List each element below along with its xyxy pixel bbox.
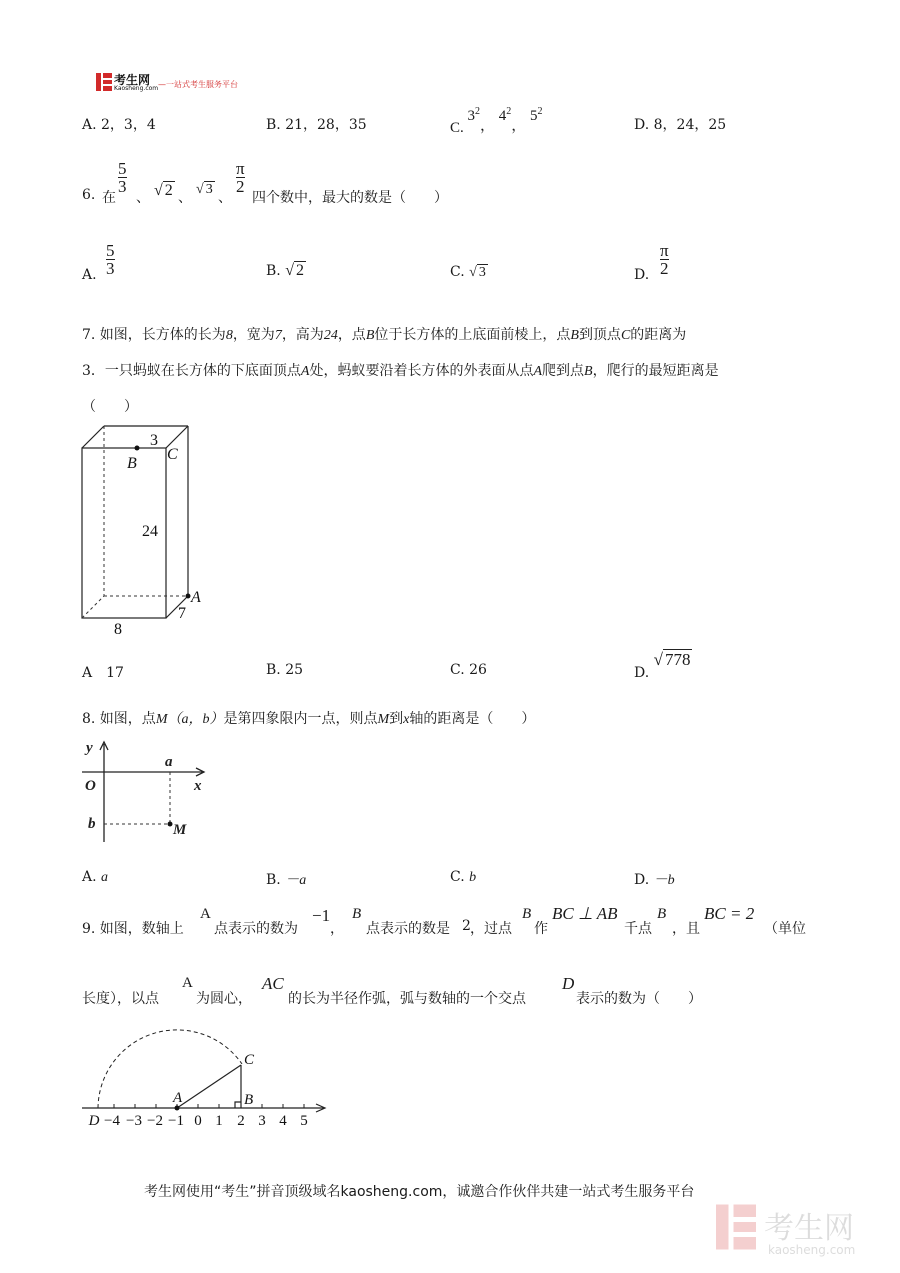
- q7-answer-paren: （ ）: [82, 399, 138, 415]
- logo-slogan: —一站式考生服务平台: [158, 80, 238, 89]
- label-a: a: [165, 754, 173, 770]
- label-A: A: [191, 589, 201, 606]
- q8-option-a[interactable]: A. a: [82, 869, 109, 885]
- tick-neg2: −2: [147, 1113, 163, 1129]
- q7-option-c[interactable]: C. 26: [450, 662, 487, 678]
- q7-option-a[interactable]: A 17: [82, 665, 124, 681]
- q9-number-line-figure: [78, 1024, 334, 1134]
- label-3: 3: [150, 432, 158, 449]
- tick-neg1: −1: [168, 1113, 184, 1129]
- logo-name: 考生网: [114, 73, 151, 87]
- label-C: C: [167, 446, 178, 463]
- q5-option-b[interactable]: B. 21，28，35: [266, 117, 367, 133]
- watermark-domain: kaosheng.com: [768, 1243, 856, 1257]
- point-a-marker: [186, 594, 191, 599]
- q8-stem: 8. 如图，点M（a，b）是第四象限内一点，则点M到x轴的距离是（ ）: [82, 711, 536, 727]
- q8-option-b[interactable]: B. －a: [266, 872, 307, 888]
- label-B: B: [244, 1092, 254, 1108]
- footer-text: 考生网使用“考生”拼音顶级域名kaosheng.com，诚邀合作伙伴共建一站式考生服务平台: [144, 1184, 695, 1200]
- label-8: 8: [114, 621, 122, 638]
- point-m-marker: [168, 822, 173, 827]
- tick-3: 3: [258, 1113, 266, 1129]
- label-O: O: [85, 778, 96, 794]
- q8-coordinate-figure: [80, 738, 215, 848]
- q9-stem-line2: 长度），以点 A 为圆心， AC 的长为半径作弧，弧与数轴的一个交点 D 表示的数为（ ）: [82, 974, 702, 1007]
- label-C: C: [244, 1052, 255, 1068]
- label-b: b: [88, 816, 96, 832]
- q5-option-a[interactable]: A. 2，3，4: [82, 117, 156, 133]
- tick-0: 0: [194, 1113, 202, 1129]
- q8-option-c[interactable]: C. b: [450, 869, 477, 885]
- q9-stem-line1: 9. 如图，数轴上 A 点表示的数为 −1 ， B 点表示的数是 2 ，过点 B 作 BC ⊥ AB 千点 B ，且 BC = 2 （单位: [82, 904, 806, 937]
- label-y: y: [86, 740, 93, 756]
- watermark-logo-icon: [716, 1203, 756, 1251]
- watermark-logo: [716, 1203, 886, 1263]
- tick-5: 5: [300, 1113, 308, 1129]
- q7-stem-line1: 7. 如图，长方体的长为8，宽为7，高为24，点B位于长方体的上底面前棱上，点B到顶点C的距离为: [82, 327, 687, 343]
- tick-neg4: −4: [104, 1113, 120, 1129]
- tick-D: D: [88, 1113, 100, 1129]
- tick-neg3: −3: [126, 1113, 142, 1129]
- label-24: 24: [142, 523, 158, 540]
- label-A: A: [173, 1090, 183, 1106]
- point-a-marker: [175, 1106, 180, 1111]
- tick-1: 1: [215, 1113, 223, 1129]
- q5-option-d[interactable]: D. 8，24，25: [634, 117, 727, 133]
- tick-4: 4: [279, 1113, 287, 1129]
- label-M: M: [173, 822, 187, 838]
- q7-option-d[interactable]: D. √ 778: [634, 650, 691, 681]
- label-7: 7: [178, 605, 186, 622]
- q6-option-c[interactable]: C. √ 3: [450, 264, 486, 280]
- logo-domain: Kaosheng.com: [114, 85, 159, 92]
- dashed-arc: [98, 1030, 242, 1108]
- q6-option-b[interactable]: B. √ 2: [266, 262, 304, 279]
- tick-2: 2: [237, 1113, 245, 1129]
- label-x: x: [194, 778, 202, 794]
- point-b-marker: [135, 446, 140, 451]
- watermark-name: 考生网: [764, 1211, 854, 1246]
- kaosheng-logo-icon: [96, 73, 112, 91]
- q8-option-d[interactable]: D. －b: [634, 872, 675, 888]
- q7-option-b[interactable]: B. 25: [266, 662, 304, 678]
- label-B: B: [127, 455, 137, 472]
- q7-stem-line2: 3．一只蚂蚁在长方体的下底面顶点A处，蚂蚁要沿着长方体的外表面从点A爬到点B，爬行的最短距离是: [82, 363, 719, 379]
- q5-option-c[interactable]: C. $3^2$， $4^2$， $5^2$: [450, 106, 543, 136]
- q7-cuboid-figure: [70, 418, 210, 640]
